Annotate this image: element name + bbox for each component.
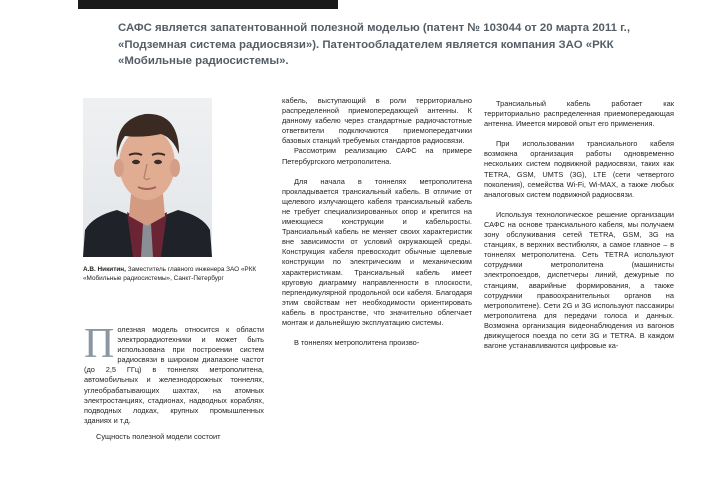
portrait-image <box>83 98 212 257</box>
column-right <box>484 99 674 483</box>
column-middle-paragraph-1: кабель, выступающий в роли территориально распределенной приемопередающей антенны. К данному кабелю через стандартные радиочастотные ответвители подключаются приемопередатчики базовых станций требуемых стандартов радиосвязи. <box>282 96 472 146</box>
column-left-paragraph-2: Сущность полезной модели состоит <box>96 431 221 441</box>
photo-caption <box>83 265 263 284</box>
column-middle <box>282 96 472 480</box>
column-right-paragraph-3: Используя технологическое решение организации САФС на основе трансиального кабеля, мы получаем зону обслуживания сетей TETRA, GSM, 3G на станциях, в верхних вестибюлях, а самое главное – в тоннелях метрополитена. Сеть TETRA используют сотрудники метрополитена (машинисты электропоездов, диспетчеры линий, дежурные по станциям, аварийные формирования, а также сотрудники правоохранительных органов на метрополитене). Сети 2G и 3G используют пассажиры метрополитена для передачи голоса и данных. Возможна организация видеонаблюдения из вагонов движущегося поезда по сети 3G и TETRA. В каждом вагоне устанавливаются цифровые ка- <box>484 209 674 351</box>
caption-position: Заместитель главного инженера ЗАО «РКК «Мобильные радиосистемы», Санкт-Петербург <box>83 266 257 283</box>
column-left <box>84 325 264 484</box>
column-left-paragraph-1 <box>84 325 264 426</box>
column-right-paragraph-1: Трансиальный кабель работает как территориально распределенная приемопередающая антенна. Имеется мировой опыт его применения. <box>484 99 674 129</box>
author-photo <box>83 98 212 257</box>
caption-name: А.В. Никитин, <box>83 266 126 273</box>
column-right-paragraph-2: При использовании трансиального кабеля возможна организация работы одновременно нескольких систем подвижной радиосвязи, таких как TETRA, GSM, UMTS (3G), LTE (сети четвертого поколения), семейства Wi-Fi, Wi-MAX, а также любых аналоговых систем подвижной радиосвязи. <box>484 139 674 199</box>
intro-paragraph: САФС является запатентованной полезной моделью (патент № 103044 от 20 марта 2011 г., «Подземная система радиосвязи»). Патентообладателем является компания ЗАО «РКК «Мобильные радиосистемы». <box>118 22 631 67</box>
column-middle-paragraph-4: В тоннелях метрополитена произво- <box>294 338 420 348</box>
header-bar <box>78 0 338 9</box>
column-left-text-1: олезная модель относится к области электрорадиотехники и может быть использована при построении систем радиосвязи в широком диапазоне частот (до 2,5 ГГц) в тоннелях метрополитена, автомобильных и железнодорожных тоннелях, углеобрабатывающих шахтах, на атомных электростанциях, стадионах, надводных кораблях, подводных лодках, крупных промышленных зданиях и т.д. <box>84 325 264 425</box>
drop-cap: П <box>84 325 115 367</box>
column-middle-paragraph-2: Рассмотрим реализацию САФС на примере Петербургского метрополитена. <box>282 146 472 166</box>
column-middle-paragraph-3: Для начала в тоннелях метрополитена прокладывается трансиальный кабель. В отличие от щелевого излучающего кабеля трансиальный кабель не требует специализированных опор и крепится на имеющиеся конструкции и кабельросты. Трансиальный кабель не меняет своих характеристик вне зависимости от условий окружающей среды. Конструкция кабеля превосходит обычные щелевые конструкции по электрическим и механическим характеристикам. Трансиальный кабель имеет круговую диаграмму направленности в плоскости, перпендикулярной продольной оси кабеля. Благодаря этим свойствам нет необходимости ориентировать кабель в пространстве, что значительно облегчает монтаж и дальнейшую эксплуатацию системы. <box>282 176 472 327</box>
